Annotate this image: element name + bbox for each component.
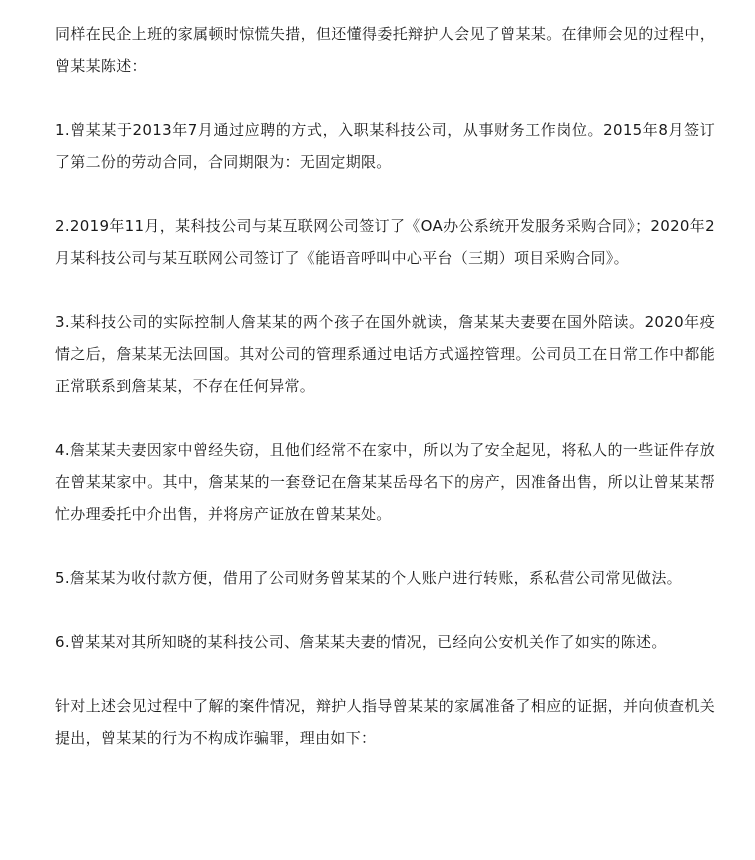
paragraph-item-1: 1.曾某某于2013年7月通过应聘的方式，入职某科技公司，从事财务工作岗位。2015年8月签订了第二份的劳动合同，合同期限为：无固定期限。: [55, 121, 715, 171]
document-body: [55, 18, 715, 754]
paragraph-item-5: 5.詹某某为收付款方便，借用了公司财务曾某某的个人账户进行转账，系私营公司常见做法。: [55, 569, 682, 587]
paragraph-item-6: 6.曾某某对其所知晓的某科技公司、詹某某夫妻的情况，已经向公安机关作了如实的陈述。: [55, 633, 667, 651]
paragraph-intro: 同样在民企上班的家属顿时惊慌失措，但还懂得委托辩护人会见了曾某某。在律师会见的过程中，曾某某陈述：: [55, 25, 715, 75]
paragraph-conclusion: 针对上述会见过程中了解的案件情况，辩护人指导曾某某的家属准备了相应的证据，并向侦查机关提出，曾某某的行为不构成诈骗罪，理由如下：: [55, 697, 715, 747]
paragraph-item-3: 3.某科技公司的实际控制人詹某某的两个孩子在国外就读，詹某某夫妻要在国外陪读。2020年疫情之后，詹某某无法回国。其对公司的管理系通过电话方式遥控管理。公司员工在日常工作中都能正常联系到詹某某，不存在任何异常。: [55, 313, 715, 395]
paragraph-item-4: 4.詹某某夫妻因家中曾经失窃，且他们经常不在家中，所以为了安全起见，将私人的一些证件存放在曾某某家中。其中，詹某某的一套登记在詹某某岳母名下的房产，因准备出售，所以让曾某某帮忙办理委托中介出售，并将房产证放在曾某某处。: [55, 441, 715, 523]
paragraph-item-2: 2.2019年11月，某科技公司与某互联网公司签订了《OA办公系统开发服务采购合同》；2020年2月某科技公司与某互联网公司签订了《能语音呼叫中心平台（三期）项目采购合同》。: [55, 217, 715, 267]
